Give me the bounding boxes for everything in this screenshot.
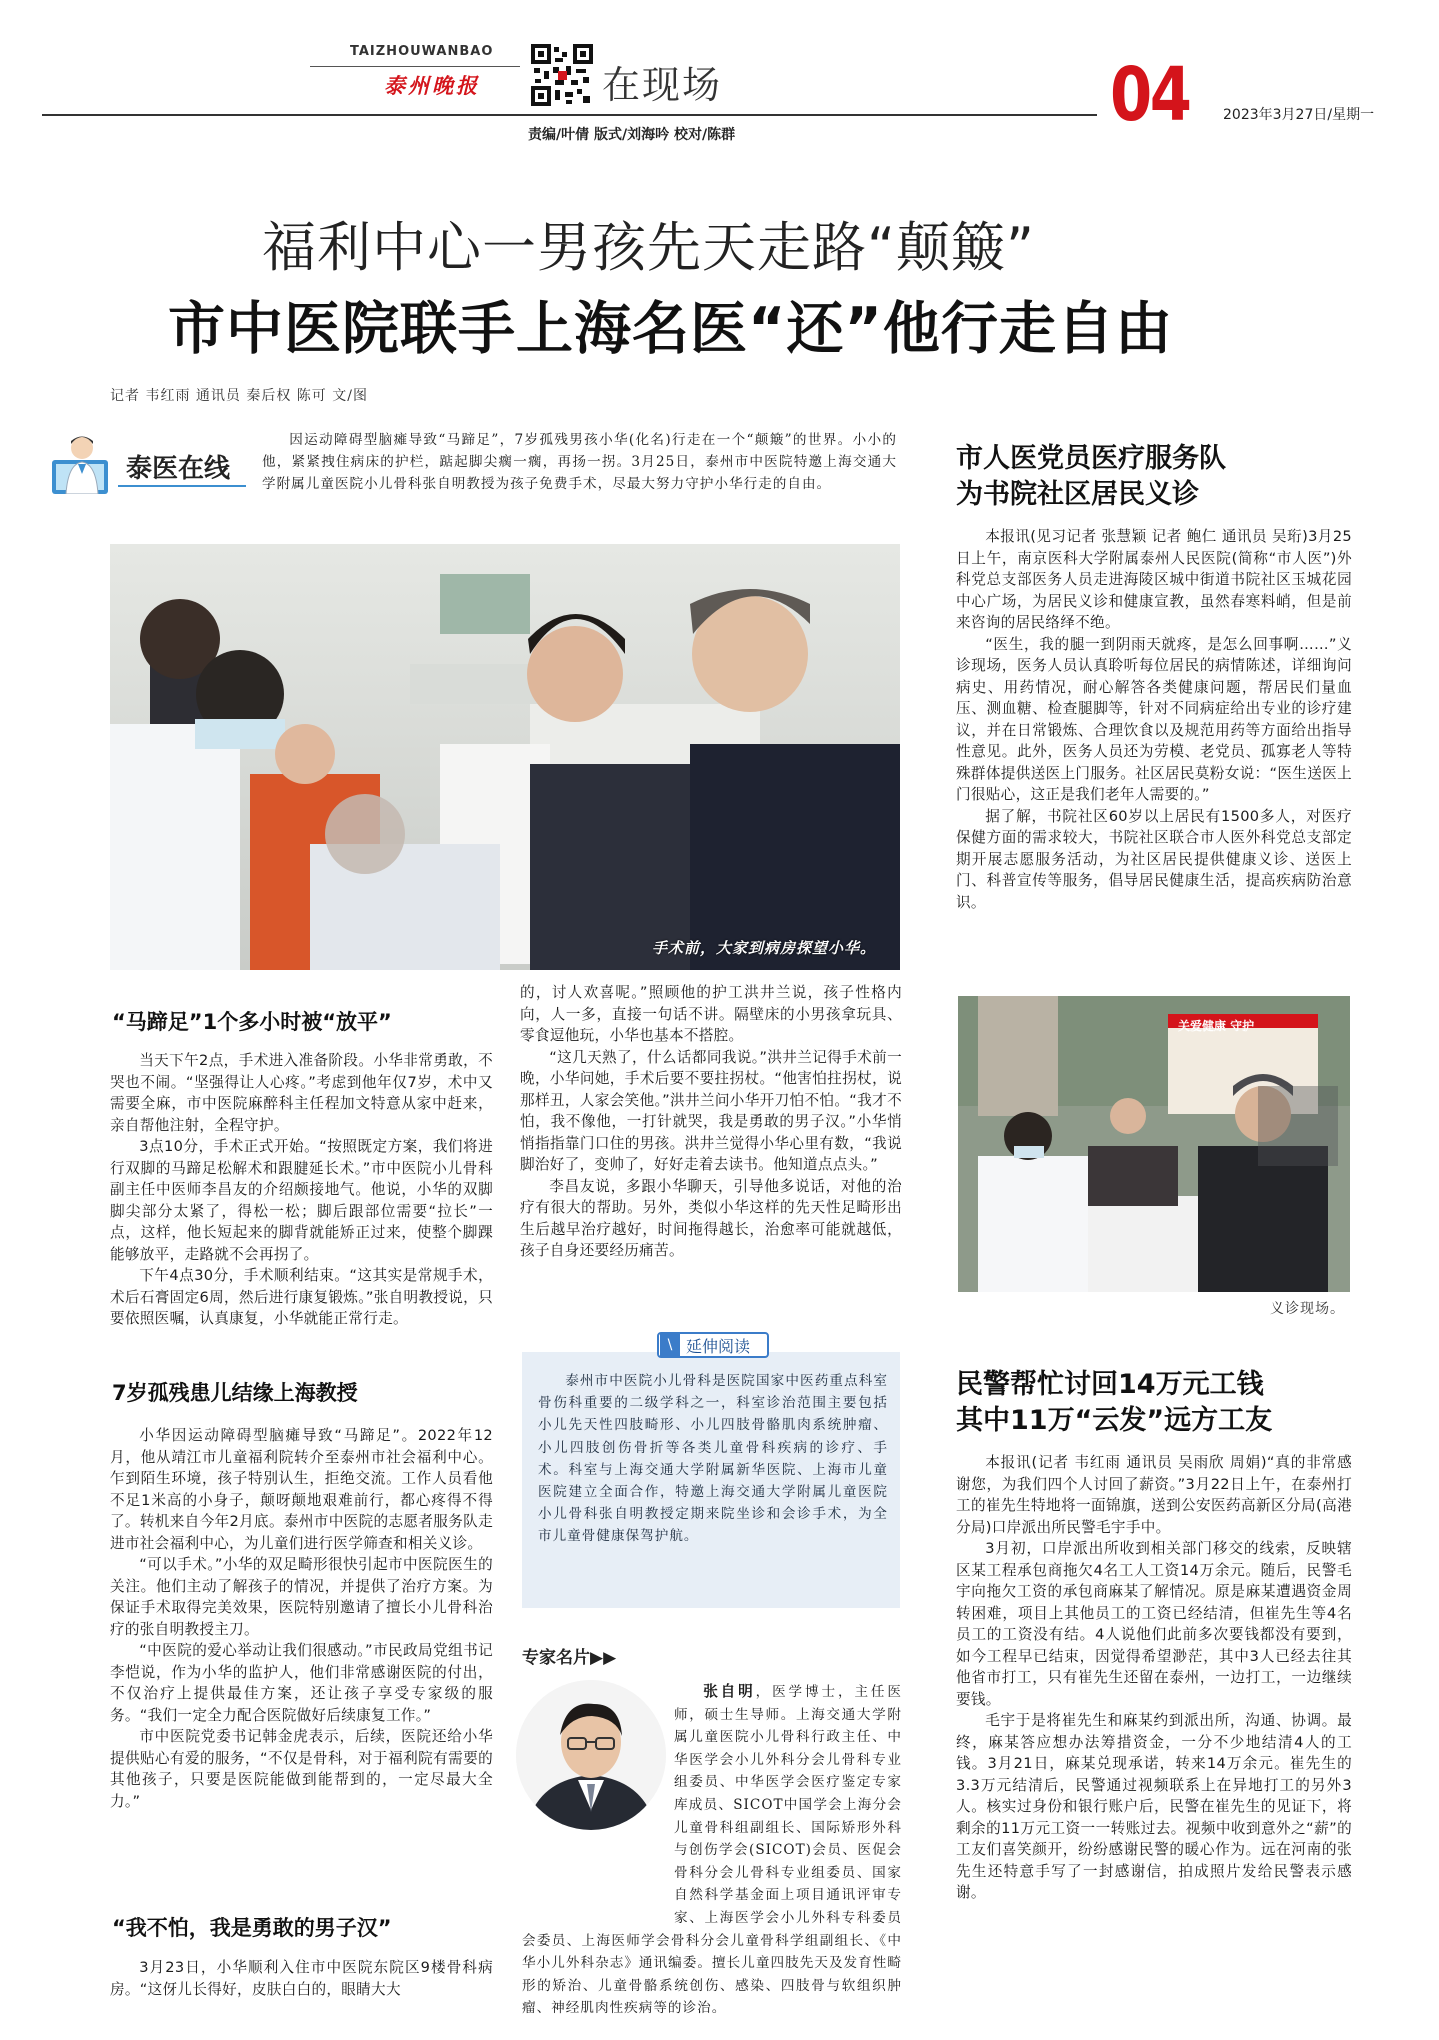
paragraph: 3月23日，小华顺利入住市中医院东院区9楼骨科病房。“这伢儿长得好，皮肤白白的，眼睛大大: [110, 1959, 493, 1998]
lead-byline: 记者 韦红雨 通讯员 秦后权 陈可 文/图: [110, 388, 368, 404]
paragraph: 本报讯(记者 韦红雨 通讯员 吴雨欣 周娟)“真的非常感谢您，为我们四个人讨回了薪资。”3月22日上午，在泰州打工的崔先生特地将一面锦旗，送到公安医药高新区分局(高港分局)口岸派出所民警毛宇手中。: [956, 1454, 1352, 1536]
qr-code-icon: [531, 44, 593, 106]
story2-photo-caption: 义诊现场。: [1270, 1301, 1345, 1317]
tag-icon: \: [660, 1334, 680, 1356]
story2-title-2: 为书院社区居民义诊: [956, 479, 1199, 510]
paper-logo: 泰州晚报: [384, 73, 480, 98]
page-number: 04: [1110, 52, 1190, 138]
paragraph: “这几天熟了，什么话都同我说。”洪井兰记得手术前一晚，小华问她，手术后要不要拄拐杖。“他害怕拄拐杖，说那样丑，人家会笑他。”洪井兰问小华开刀怕不怕。“我才不怕，我不像他，一打针就哭，我是勇敢的男子汉。”小华悄悄指指靠门口住的男孩。洪井兰觉得小华心里有数，“我说脚治好了，变帅了，好好走着去读书。他知道点点头。”: [520, 1048, 902, 1173]
doctor-icon: [52, 432, 112, 494]
paragraph: 当天下午2点，手术进入准备阶段。小华非常勇敢，不哭也不闹。“坚强得让人心疼。”考虑到他年仅7岁，术中又需要全麻，市中医院麻醉科主任程加文特意从家中赶来，亲自帮他注射，全程守护。: [110, 1052, 493, 1134]
lead-col1-part1: [110, 1050, 493, 1330]
lead-intro: 因运动障碍型脑瘫导致“马蹄足”，7岁孤残男孩小华(化名)行走在一个“颠簸”的世界。小小的他，紧紧拽住病床的护栏，踮起脚尖瘸一瘸，再扬一拐。3月25日，泰州市中医院特邀上海交通大学附属儿童医院小儿骨科张自明教授为孩子免费手术，尽最大努力守护小华行走的自由。: [262, 432, 897, 492]
lead-photo-caption: 手术前，大家到病房探望小华。: [652, 939, 877, 957]
editors-line: 责编/叶倩 版式/刘海吟 校对/陈群: [528, 127, 736, 143]
paragraph: 的，讨人欢喜呢。”照顾他的护工洪井兰说，孩子性格内向，人一多，直接一句话不讲。隔壁床的小男孩拿玩具、零食逗他玩，小华也基本不搭腔。: [520, 984, 902, 1044]
story3-body: [956, 1452, 1352, 1904]
paragraph: “中医院的爱心举动让我们很感动。”市民政局党组书记李恺说，作为小华的监护人，他们非常感谢医院的付出，不仅治疗上提供最佳方案，还让孩子享受专家级的服务。“我们一定全力配合医院做好后续康复工作。”: [110, 1642, 493, 1724]
extended-reading-text: 泰州市中医院小儿骨科是医院国家中医药重点科室骨伤科重要的二级学科之一，科室诊治范围主要包括小儿先天性四肢畸形、小儿四肢骨骼肌肉系统肿瘤、小儿四肢创伤骨折等各类儿童骨科疾病的诊疗、手术。科室与上海交通大学附属新华医院、上海市儿童医院建立全面合作，特邀上海交通大学附属儿童医院小儿骨科张自明教授定期来院坐诊和会诊手术，为全市儿童骨健康保驾护航。: [538, 1373, 888, 1545]
paragraph: “医生，我的腿一到阴雨天就疼，是怎么回事啊……”义诊现场，医务人员认真聆听每位居民的病情陈述，详细询问病史、用药情况，耐心解答各类健康问题，帮居民们量血压、测血糖、检查腿脚等，针对不同病症给出专业的诊疗建议，并在日常锻炼、合理饮食以及规范用药等方面给出指导性意见。此外，医务人员还为劳模、老党员、孤寡老人等特殊群体提供送医上门服务。社区居民莫粉女说：“医生送医上门很贴心，这正是我们老年人需要的。”: [956, 635, 1352, 803]
paragraph: 下午4点30分，手术顺利结束。“这其实是常规手术，术后石膏固定6周，然后进行康复锻炼。”张自明教授说，只要依照医嘱，认真康复，小华就能正常行走。: [110, 1267, 493, 1327]
masthead-rule-short: [310, 66, 520, 67]
masthead-rule: [42, 114, 1097, 116]
issue-date: 2023年3月27日/星期一: [1223, 107, 1375, 123]
lead-title-1: 福利中心一男孩先天走路“颠簸”: [262, 216, 1035, 279]
paragraph: 3月初，口岸派出所收到相关部门移交的线索，反映辖区某工程承包商拖欠4名工人工资14万余元。随后，民警毛宇向拖欠工资的承包商麻某了解情况。原是麻某遭遇资金周转困难，项目上其他员工的工资已经结清，但崔先生等4名员工的工资没有结。4人说他们此前多次要钱都没有要到，如今工程早已结束，因觉得希望渺茫，其中3人已经去往其他省市打工，只有崔先生还留在泰州，一边打工，一边继续要钱。: [956, 1540, 1352, 1708]
story2-photo: [958, 996, 1350, 1292]
paragraph: 3点10分，手术正式开始。“按照既定方案，我们将进行双脚的马蹄足松解术和跟腱延长术。”市中医院小儿骨科副主任中医师李昌友的介绍颇接地气。他说，小华的双脚脚尖部分太紧了，得松一松；脚后跟部位需要“拉长”一点，这样，他长短起来的脚背就能矫正过来，使整个脚踝能够放平，走路就不会再拐了。: [110, 1138, 493, 1263]
paragraph: 小华因运动障碍型脑瘫导致“马蹄足”。2022年12月，他从靖江市儿童福利院转介至泰州市社会福利中心。乍到陌生环境，孩子特别认生，拒绝交流。工作人员看他不足1米高的小身子，颠呀颠地艰难前行，都心疼得不得了。转机来自今年2月底。泰州市中医院的志愿者服务队走进市社会福利中心，为儿童们进行医学筛查和相关义诊。: [110, 1427, 493, 1552]
masthead-pinyin: TAIZHOUWANBAO: [350, 44, 494, 59]
paragraph: 李昌友说，多跟小华聊天，引导他多说话，对他的治疗有很大的帮助。另外，类似小华这样的先天性足畸形出生后越早治疗越好，时间拖得越长，治愈率可能就越低，孩子自身还要经历痛苦。: [520, 1177, 902, 1259]
expert-label: 专家名片▶▶: [522, 1648, 617, 1668]
paragraph: 市中医院党委书记韩金虎表示，后续，医院还给小华提供贴心有爱的服务，“不仅是骨科，对于福利院有需要的其他孩子，只要是医院能做到能帮到的，一定尽最大全力。”: [110, 1728, 493, 1810]
paragraph: 据了解，书院社区60岁以上居民有1500多人，对医疗保健方面的需求较大，书院社区联合市人医外科党总支部定期开展志愿服务活动，为社区居民提供健康义诊、送医上门、科普宣传等服务，倡导居民健康生活，提高疾病防治意识。: [956, 807, 1352, 911]
paragraph: “可以手术。”小华的双足畸形很快引起市中医院医生的关注。他们主动了解孩子的情况，并提供了治疗方案。为保证手术取得完美效果，医院特别邀请了擅长小儿骨科治疗的张自明教授主刀。: [110, 1556, 493, 1638]
story3-title-1: 民警帮忙讨回14万元工钱: [956, 1369, 1264, 1400]
section-name: 在现场: [602, 63, 723, 107]
paragraph: 毛宇于是将崔先生和麻某约到派出所，沟通、协调。最终，麻某答应想办法筹措资金，一分不少地结清4人的工钱。3月21日，麻某兑现承诺，转来14万余元。崔先生的3.3万元结清后，民警通过视频联系上在异地打工的另外3人。核实过身份和银行账户后，民警在崔先生的见证下，将剩余的11万元工资一一转账过去。视频中收到意外之“薪”的工友们喜笑颜开，纷纷感谢民警的暖心作为。远在河南的张先生还特意手写了一封感谢信，拍成照片发给民警表示感谢。: [956, 1712, 1352, 1901]
story2-photo-banner: 关爱健康 守护: [1178, 1019, 1255, 1033]
column-underline: [118, 485, 246, 487]
subhead-2: 7岁孤残患儿结缘上海教授: [112, 1381, 358, 1405]
lead-col1-part3: [110, 1957, 493, 2000]
expert-bio-block: [522, 1681, 902, 2020]
story3-title-2: 其中11万“云发”远方工友: [956, 1405, 1273, 1436]
column-name: 泰医在线: [126, 454, 231, 484]
paragraph: 本报讯(见习记者 张慧颖 记者 鲍仁 通讯员 吴珩)3月25日上午，南京医科大学附属泰州人民医院(简称“市人医”)外科党总支部医务人员走进海陵区城中街道书院社区玉城花园中心广场，为居民义诊和健康宣教，虽然春寒料峭，但是前来咨询的居民络绎不绝。: [956, 528, 1352, 631]
lead-col2: [520, 982, 902, 1262]
extended-reading-tag: [657, 1332, 769, 1358]
lead-photo: [110, 544, 900, 970]
expert-name: 张自明: [703, 1683, 756, 1700]
extended-reading-label: 延伸阅读: [686, 1336, 751, 1356]
story2-body: [956, 526, 1352, 913]
expert-bio: ，医学博士，主任医师，硕士生导师。上海交通大学附属儿童医院小儿骨科行政主任、中华医学会小儿外科分会儿骨科专业组委员、中华医学会医疗鉴定专家库成员、SICOT中国学会上海分会儿童骨科组副组长、国际矫形外科与创伤学会(SICOT)会员、医促会骨科分会儿骨科专业组委员、国家自然科学基金面上项目通讯评审专家、上海医学会小儿外科专科委员会委员、上海医师学会骨科分会儿童骨科学组副组长、《中华小儿外科杂志》通讯编委。擅长儿童四肢先天及发育性畸形的矫治、儿童骨骼系统创伤、感染、四肢骨与软组织肿瘤、神经肌肉性疾病等的诊治。: [522, 1684, 902, 2017]
subhead-1: “马蹄足”1个多小时被“放平”: [112, 1010, 392, 1034]
subhead-3: “我不怕，我是勇敢的男子汉”: [112, 1916, 392, 1940]
lead-title-2: 市中医院联手上海名医“还”他行走自由: [168, 296, 1173, 362]
story2-title-1: 市人医党员医疗服务队: [956, 443, 1226, 474]
expert-float: [522, 1681, 674, 1929]
lead-col1-part2: [110, 1425, 493, 1812]
